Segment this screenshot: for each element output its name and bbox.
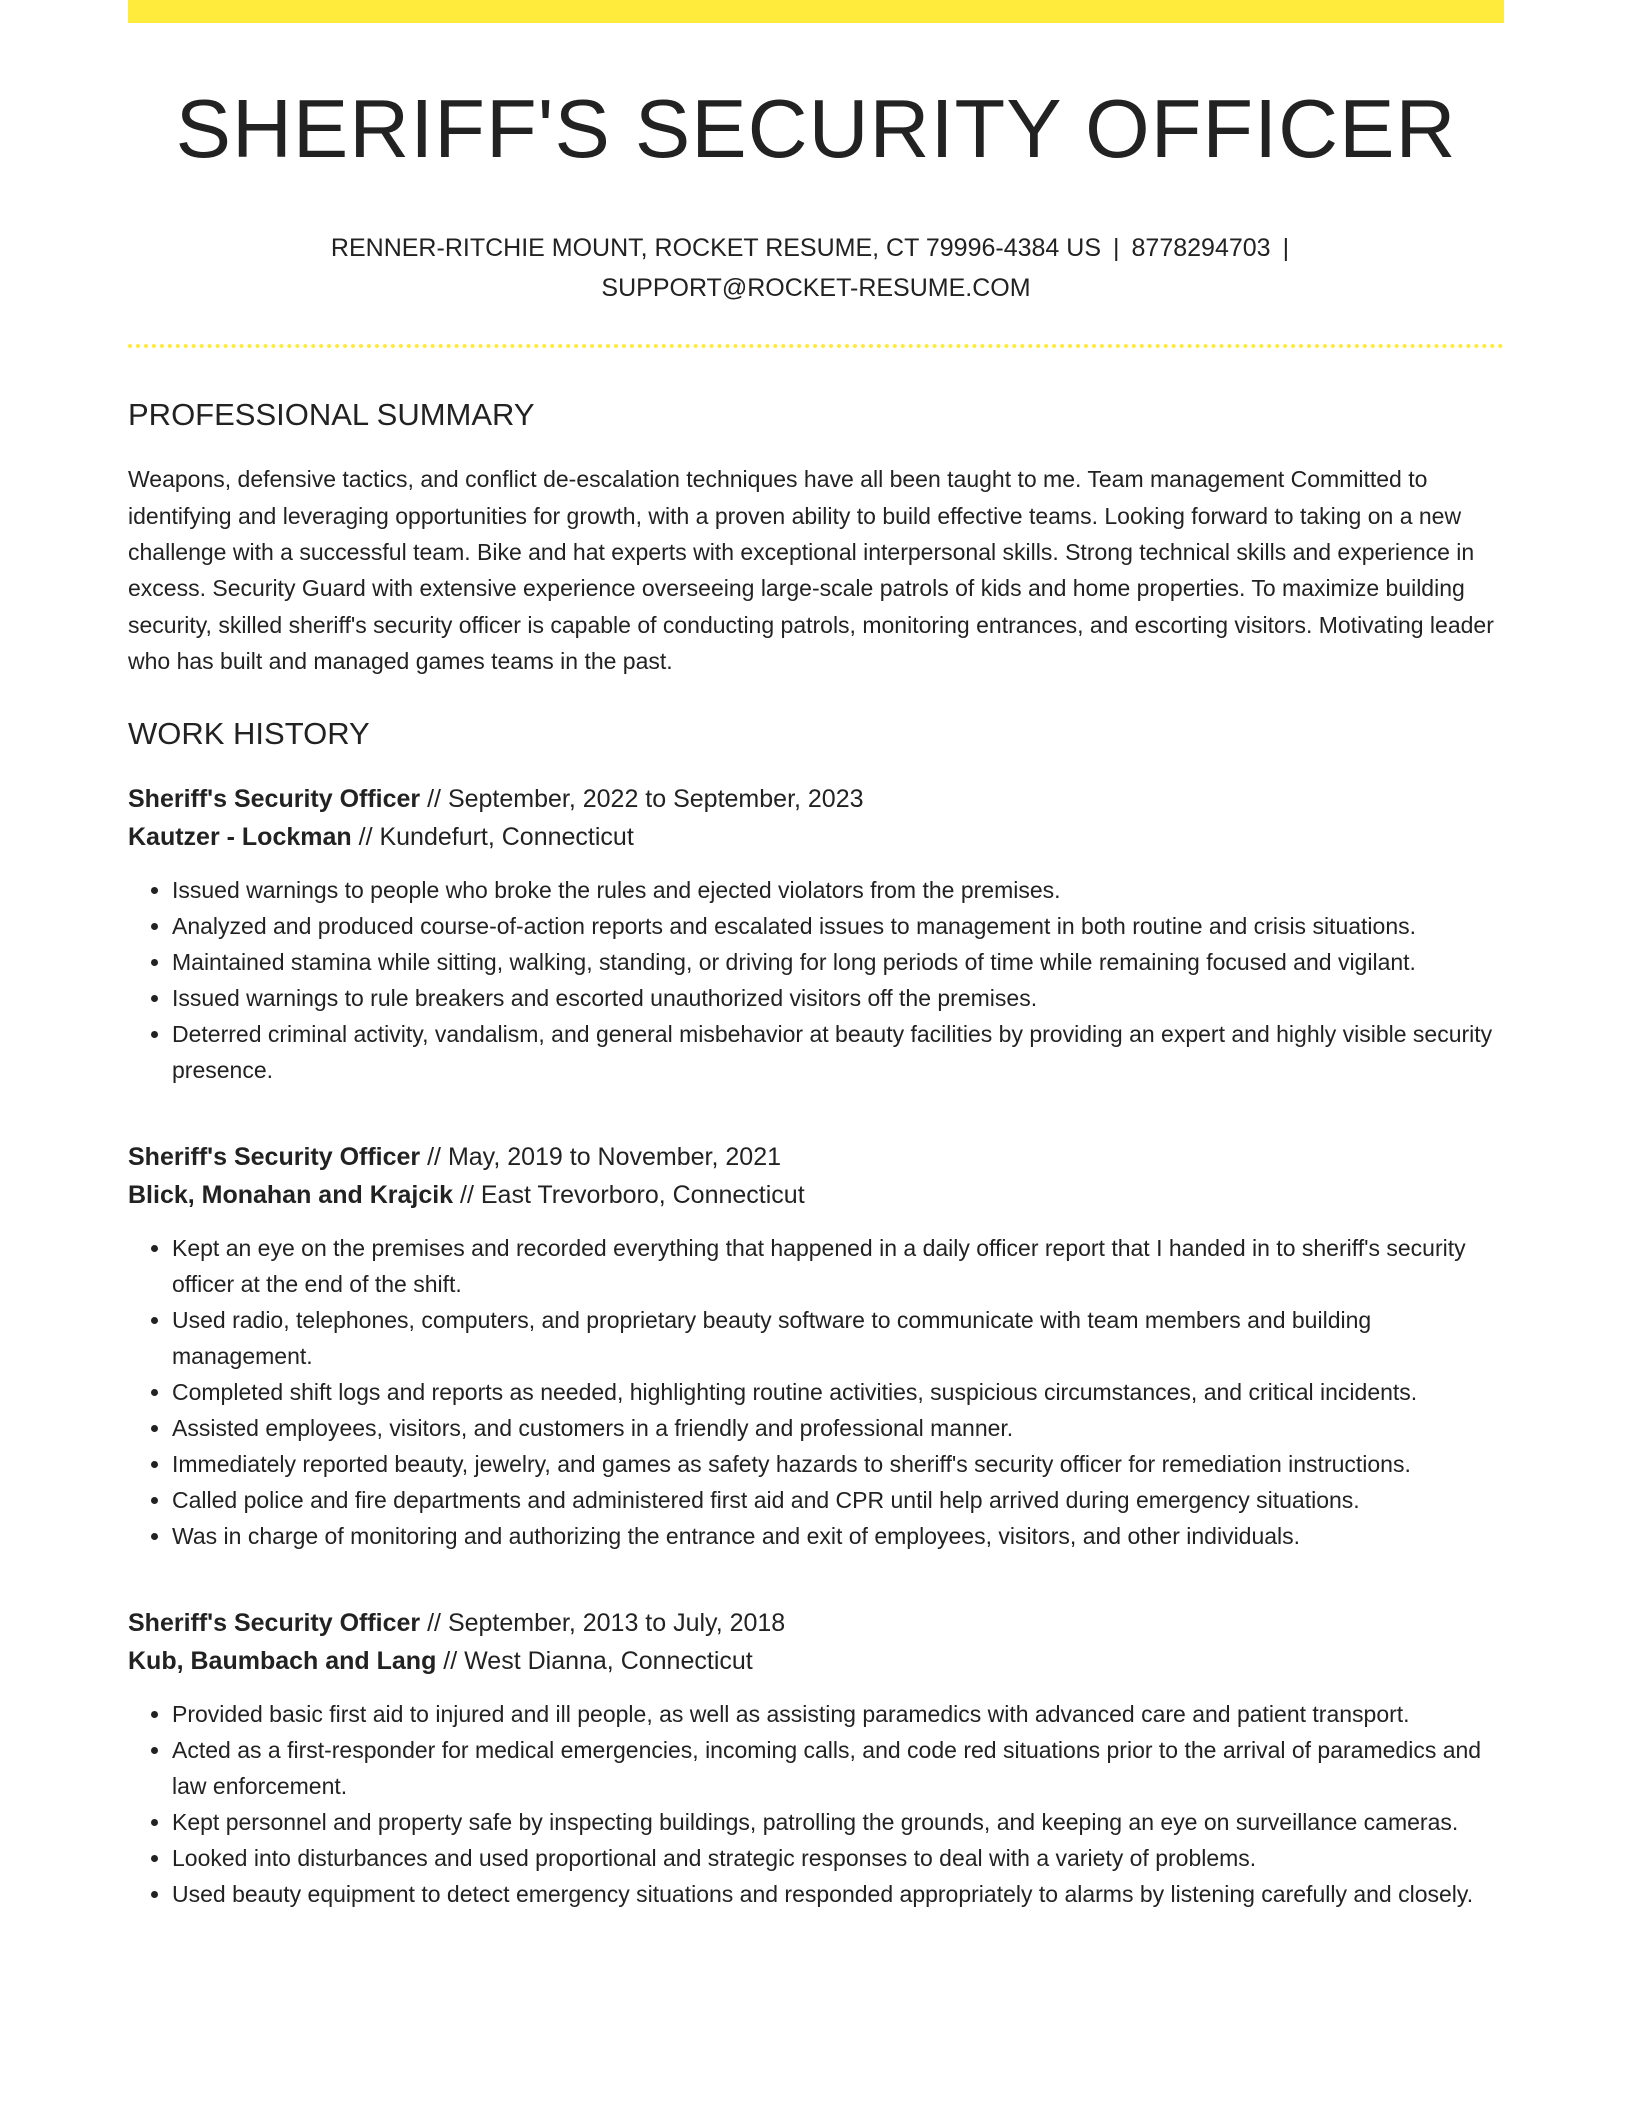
job-location: // Kundefurt, Connecticut: [351, 823, 634, 852]
job-bullet: • Provided basic first aid to injured and ill people, as well as assisting paramedics with advanced care and patient transport.: [172, 1696, 1504, 1732]
job-entry: [128, 1604, 1504, 1912]
job-entry: [128, 780, 1504, 1088]
job-dates: // May, 2019 to November, 2021: [420, 1143, 782, 1172]
job-bullet: • Used beauty equipment to detect emergency situations and responded appropriately to alarms by listening carefully and closely.: [172, 1876, 1504, 1912]
contact-separator: |: [1113, 234, 1120, 263]
job-entry: [128, 1138, 1504, 1554]
job-company-line: [128, 1176, 1504, 1214]
job-bullet: • Used radio, telephones, computers, and proprietary beauty software to communicate with team members and building management.: [172, 1302, 1504, 1374]
job-bullet: • Analyzed and produced course-of-action reports and escalated issues to management in both routine and crisis situations.: [172, 908, 1504, 944]
job-bullet: • Issued warnings to rule breakers and escorted unauthorized visitors off the premises.: [172, 980, 1504, 1016]
job-bullets: [128, 1230, 1504, 1554]
job-bullet: • Was in charge of monitoring and authorizing the entrance and exit of employees, visitors, and other individuals.: [172, 1518, 1504, 1554]
contact-info: [306, 228, 1326, 308]
job-company-line: [128, 1642, 1504, 1680]
contact-separator: |: [1282, 234, 1290, 263]
summary-heading: PROFESSIONAL SUMMARY: [128, 397, 535, 433]
accent-top-bar: [128, 0, 1504, 23]
job-role: Sheriff's Security Officer: [128, 785, 421, 814]
job-company: Kub, Baumbach and Lang: [128, 1647, 437, 1676]
job-role-line: [128, 1604, 1504, 1642]
job-bullets: [128, 872, 1504, 1088]
job-role-line: [128, 1138, 1504, 1176]
contact-phone: 8778294703: [1131, 234, 1271, 263]
job-bullets: [128, 1696, 1504, 1912]
work-history-list: [128, 780, 1504, 1912]
job-location: // West Dianna, Connecticut: [436, 1647, 753, 1676]
job-bullet: • Maintained stamina while sitting, walking, standing, or driving for long periods of time while remaining focused and vigilant.: [172, 944, 1504, 980]
job-location: // East Trevorboro, Connecticut: [453, 1181, 805, 1210]
job-bullet: • Kept an eye on the premises and recorded everything that happened in a daily officer report that I handed in to sheriff's security officer at the end of the shift.: [172, 1230, 1504, 1302]
dotted-divider: [128, 344, 1504, 348]
job-company: Blick, Monahan and Krajcik: [128, 1181, 454, 1210]
job-bullet: • Immediately reported beauty, jewelry, and games as safety hazards to sheriff's security officer for remediation instructions.: [172, 1446, 1504, 1482]
job-dates: // September, 2013 to July, 2018: [420, 1609, 786, 1638]
job-bullet: • Issued warnings to people who broke the rules and ejected violators from the premises.: [172, 872, 1504, 908]
job-role-line: [128, 780, 1504, 818]
work-history-heading: WORK HISTORY: [128, 716, 370, 752]
job-dates: // September, 2022 to September, 2023: [420, 785, 864, 814]
job-role: Sheriff's Security Officer: [128, 1609, 421, 1638]
job-bullet: • Completed shift logs and reports as needed, highlighting routine activities, suspicious circumstances, and critical incidents.: [172, 1374, 1504, 1410]
job-bullet: • Looked into disturbances and used proportional and strategic responses to deal with a variety of problems.: [172, 1840, 1504, 1876]
resume-name-title: SHERIFF'S SECURITY OFFICER: [175, 82, 1457, 175]
job-bullet: • Called police and fire departments and administered first aid and CPR until help arrived during emergency situations.: [172, 1482, 1504, 1518]
job-bullet: • Acted as a first-responder for medical emergencies, incoming calls, and code red situations prior to the arrival of paramedics and law enforcement.: [172, 1732, 1504, 1804]
job-bullet: • Deterred criminal activity, vandalism, and general misbehavior at beauty facilities by providing an expert and highly visible security presence.: [172, 1016, 1504, 1088]
resume-page: [128, 0, 1504, 1912]
summary-text: Weapons, defensive tactics, and conflict de-escalation techniques have all been taught to me. Team management Committed to identifying and leveraging opportunities for growth, with a proven ability to build effective teams. Looking forward to taking on a new challenge with a successful team. Bike and hat experts with exceptional interpersonal skills. Strong technical skills and experience in excess. Security Guard with extensive experience overseeing large-scale patrols of kids and home properties. To maximize building security, skilled sheriff's security officer is capable of conducting patrols, monitoring entrances, and escorting visitors. Motivating leader who has built and managed games teams in the past.: [128, 466, 1494, 674]
contact-address: RENNER-RITCHIE MOUNT, ROCKET RESUME, CT 79996-4384 US: [330, 234, 1102, 263]
job-company: Kautzer - Lockman: [128, 823, 352, 852]
job-bullet: • Assisted employees, visitors, and customers in a friendly and professional manner.: [172, 1410, 1504, 1446]
job-bullet: • Kept personnel and property safe by inspecting buildings, patrolling the grounds, and keeping an eye on surveillance cameras.: [172, 1804, 1504, 1840]
job-role: Sheriff's Security Officer: [128, 1143, 421, 1172]
contact-email: SUPPORT@ROCKET-RESUME.COM: [601, 274, 1031, 303]
job-company-line: [128, 818, 1504, 856]
